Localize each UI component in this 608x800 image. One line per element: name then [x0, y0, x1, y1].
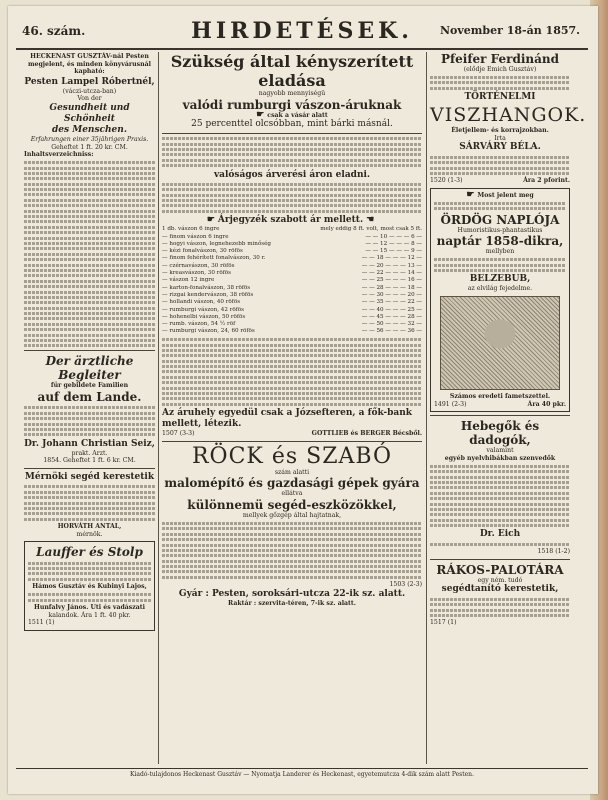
middle-column: [162, 52, 422, 764]
price-heading: ☛ Árjegyzék szabott ár mellett. ☚: [206, 215, 375, 226]
price-item: — kreasvászon, 30 röfös: [162, 270, 232, 277]
ad-footer: Számos eredeti fametszettel.: [449, 393, 551, 400]
price-row: [162, 285, 422, 292]
ad-heading: Lauffer és Stolp: [36, 545, 143, 560]
ad-code: 1511 (1): [28, 619, 55, 627]
ad-author: SÁRVÁRY BÉLA.: [459, 142, 541, 153]
price-item: — finom fehérített fonalvászon, 30 r.: [162, 255, 266, 262]
ad-von: Von der: [77, 95, 102, 103]
price-value: — — 50 — — — 32 —: [361, 321, 422, 328]
ad-sub: Humoristikus-phantastikus: [457, 226, 543, 234]
price-value: — — 10 — — — 6 —: [365, 233, 422, 240]
ad-sub-2: auf dem Lande.: [37, 390, 142, 405]
page-title: HIRDETÉSEK.: [191, 18, 413, 44]
price-item: 1 db. vászon 6 ingre: [162, 226, 220, 233]
left-column: [24, 52, 155, 764]
ad-title-2: VISZHANGOK.: [430, 104, 587, 127]
price-value: — — 18 — — — 12 —: [361, 255, 422, 262]
ad-company-name: RÖCK és SZABÓ: [191, 443, 393, 469]
ad-code: 1507 (3-3): [162, 430, 195, 438]
ad-sub-3: mellyek gőzgép által hajtatnak,: [242, 511, 342, 519]
price-item: — czérnavászon, 30 röfös: [162, 262, 235, 269]
ad-price: Ára 40 pkr.: [527, 400, 566, 408]
price-row: [162, 255, 422, 262]
price-row: [162, 299, 422, 306]
masthead: [16, 14, 588, 50]
page-footer: Kiadó-tulajdonos Heckenast Gusztáv — Nyomatja Landerer és Heckenast, egyetemutcza 4-dik szám alatt Pesten.: [16, 768, 588, 778]
ad-offer: 25 percenttel olcsóbban, mint bárki másnál.: [191, 119, 393, 130]
price-item: — rizgai kendervászon, 38 röfös: [162, 291, 254, 298]
ad-code: 1520 (1-3): [430, 177, 463, 185]
ad-title: malomépítő és gazdasági gépek gyára: [164, 476, 420, 491]
ad-title-2: különnemü segéd-eszközökkel,: [187, 497, 397, 512]
ad-name-sub: az elvilág fejedelme.: [467, 285, 533, 293]
ad-address: Gyár : Pesten, soroksári-utcza 22-ik sz. alatt.: [178, 588, 406, 599]
price-value: — — 20 — — — 13 —: [361, 262, 422, 269]
price-value: — — 35 — — — 22 —: [361, 299, 422, 306]
price-value: — — 30 — — — 20 —: [361, 291, 422, 298]
ad-title: RÁKOS-PALOTÁRA: [436, 562, 564, 577]
price-row: [162, 307, 422, 314]
ad-title: valódi rumburgi vászon-áruknak: [182, 97, 402, 112]
ad-sub: (váczi-utcza-ban): [62, 87, 117, 95]
ad-title: ÖRDÖG NAPLÓJA: [440, 212, 560, 227]
ad-sub-2: Életjellem- és korrajzokban.: [451, 127, 549, 135]
ad-title-2: des Menschen.: [52, 124, 127, 135]
price-item: — kézi fonalvászon, 30 röfös: [162, 248, 243, 255]
price-value: — — 15 — — — 9 —: [365, 248, 422, 255]
issue-date: November 18-án 1857.: [439, 24, 580, 37]
pointing-hand-icon: ☛: [206, 215, 215, 226]
price-row: [162, 277, 422, 284]
ad-contents: Inhaltsverzeichniss:: [24, 151, 94, 159]
devil-illustration: [440, 296, 560, 390]
ad-tagline: Erfahrungen einer 35jährigen Praxis.: [30, 135, 149, 143]
ad-name: BELZEBUB,: [469, 274, 531, 285]
ad-names-2: Hunfalvy János. Uti és vadászati: [33, 603, 146, 611]
price-value: — — 25 — — — 16 —: [361, 277, 422, 284]
ad-title: Hebegők és dadogók,: [460, 419, 540, 448]
ad-doctor: Dr. Eich: [479, 529, 521, 540]
ad-sub-2: ellátva: [281, 490, 303, 498]
price-value: — — 28 — — — 18 —: [361, 284, 422, 291]
ad-author-prefix: Irta: [494, 134, 506, 142]
ad-sub: valamint: [486, 447, 514, 455]
price-value: mely eddig 8 ft. volt, most csak 5 ft.: [320, 226, 422, 233]
price-row: [162, 234, 422, 241]
ad-author: Pesten Lampel Róbertnél,: [24, 76, 155, 87]
ad-sub: nagyobb mennyiségü: [258, 90, 326, 97]
price-item: — rumburgi vászon, 24, 60 röfös: [162, 328, 255, 335]
column-divider: [426, 52, 427, 764]
price-item: — rumburgi vászon, 42 röfös: [162, 306, 245, 313]
ad-new: ☛ Most jelent meg: [466, 189, 534, 200]
price-row: [162, 263, 422, 270]
ad-names-3: kalandok. Ára 1 ft. 40 pkr.: [48, 611, 131, 619]
ad-price: Ára 2 pforint.: [523, 177, 570, 185]
ad-heading: Szükség által kényszerített eladása: [170, 52, 414, 90]
price-value: — — 22 — — — 14 —: [361, 270, 422, 277]
ad-author-sub: prakt. Arzt.: [71, 449, 108, 457]
ad-code: 1503 (2-3): [389, 581, 422, 589]
issue-number: 46. szám.: [22, 24, 86, 38]
price-item: — hohenelbi vászon, 50 röfös: [162, 313, 246, 320]
right-column: [430, 52, 587, 764]
ad-title: Gesundheit und Schönheit: [49, 102, 130, 124]
ad-heading: Mérnöki segéd kerestetik: [24, 471, 155, 482]
ad-intro: HECKENAST GUSZTÁV-nál Pesten megjelent, és minden könyvárusnál kapható:: [27, 53, 152, 76]
ad-names: Hámos Gusztáv és Kubinyi Lajos,: [32, 583, 147, 591]
ad-box: [430, 188, 570, 412]
ad-signature: HORVÁTH ANTAL,: [57, 523, 122, 531]
ad-sub: egy ném. tudó: [477, 576, 523, 584]
ad-name: Pfeifer Ferdinánd: [440, 52, 560, 66]
ad-code: 1517 (1): [430, 619, 457, 627]
price-item: — vászon 12 ingre: [162, 277, 215, 284]
ad-sub-2: ☛ csak a vásár alatt: [256, 109, 328, 120]
ad-author: Dr. Johann Christian Seiz,: [24, 438, 155, 449]
price-value: — — 12 — — — 8 —: [365, 240, 422, 247]
price-list: [162, 226, 422, 335]
body-text: [24, 161, 155, 347]
price-value: — — 40 — — — 25 —: [361, 306, 422, 313]
ad-signature: GOTTLIEB és BERGER Bécsből.: [311, 430, 422, 438]
price-item: — hogyi vászon, legnehezebb minőség: [162, 240, 272, 247]
ad-sub-2: egyéb nyelvhibákban szenvedők: [444, 454, 556, 462]
ad-address-2: Raktár : szervita-téren, 7-ik sz. alatt.: [228, 599, 356, 607]
ad-heading: Der ärztliche Begleiter: [45, 354, 134, 383]
ad-sub-2: mellyben: [485, 248, 515, 256]
ad-auction: valóságos árverési áron eladni.: [213, 169, 371, 180]
pointing-hand-icon: ☛: [466, 189, 475, 200]
column-divider: [158, 52, 159, 764]
pointing-hand-icon: ☚: [366, 215, 375, 226]
ad-sub: für gebildete Familien: [50, 382, 129, 390]
price-row: [162, 226, 422, 233]
ad-code: 1491 (2-3): [434, 400, 467, 408]
pointing-hand-icon: ☛: [256, 109, 265, 120]
price-item: — rumb. vászon, 54 ½ röf: [162, 321, 236, 328]
ad-box: [24, 541, 155, 631]
ad-sub: szám alatti: [274, 468, 310, 476]
ad-code: 1518 (1-2): [537, 548, 570, 556]
ad-title-2: segédtanító kerestetik,: [441, 584, 559, 595]
sale-notice: Az áruhely egyedül csak a Józsefteren, a fők-bank mellett, létezik.: [162, 408, 413, 430]
price-value: — — 45 — — — 28 —: [361, 313, 422, 320]
price-value: — — 56 — — — 36 —: [361, 328, 422, 335]
price-item: — finom vászon 6 ingre: [162, 233, 229, 240]
ad-title-2: naptár 1858-dikra,: [436, 234, 564, 249]
price-item: — karton-fonalvászon, 38 röfös: [162, 284, 251, 291]
ad-sub: (elődje Emich Gusztáv): [463, 66, 537, 73]
ad-price: 1854. Geheftet 1 ft. 6 kr. CM.: [43, 457, 136, 465]
price-item: — hollandi vászon, 40 röfös: [162, 299, 241, 306]
ad-signature-sub: mérnök.: [76, 530, 103, 538]
ad-price: Geheftet 1 ft. 20 kr. CM.: [51, 143, 128, 151]
price-row: [162, 328, 422, 335]
ad-title: TÖRTÉNELMI: [464, 92, 536, 103]
